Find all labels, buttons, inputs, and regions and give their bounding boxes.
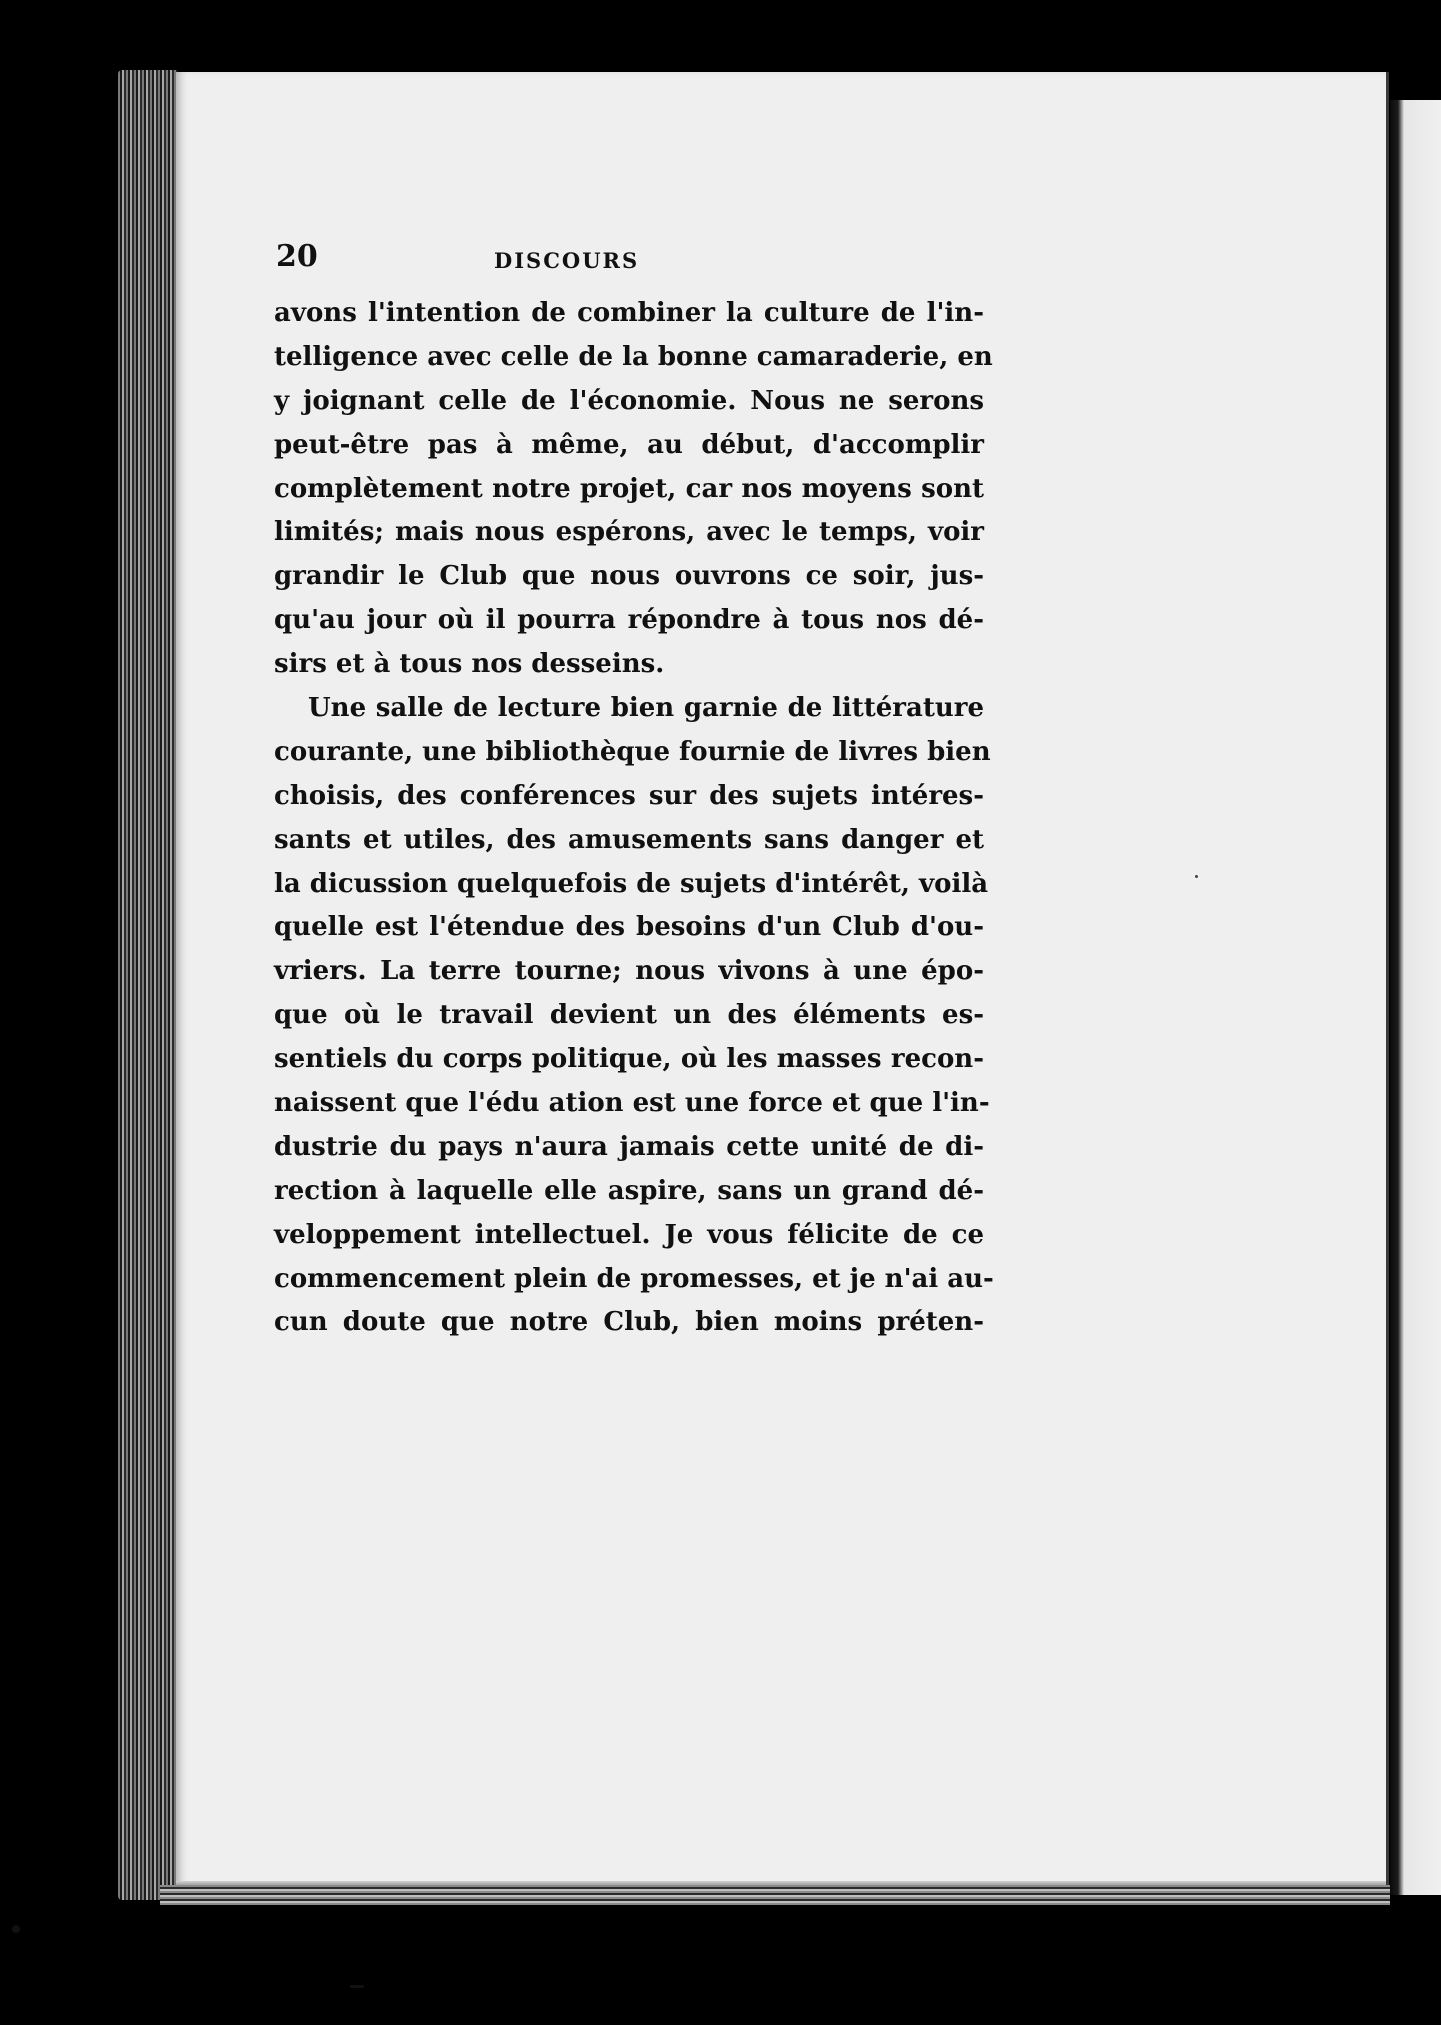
body-text [274,292,994,1345]
dust-speck [12,1925,20,1933]
paragraph-1 [274,292,993,687]
text-line: courante, une bibliothèque fournie de livres bien [274,736,991,767]
text-line: la dicussion quelquefois de sujets d'intérêt, voilà [274,868,989,899]
text-line: rection à laquelle elle aspire, sans un grand dé- [274,1175,984,1206]
text-line: y joignant celle de l'économie. Nous ne serons [274,385,984,416]
text-line: Une salle de lecture bien garnie de littérature [308,693,984,724]
text-line: commencement plein de promesses, et je n'ai au- [274,1263,994,1294]
book-page-edges [118,70,178,1900]
dust-speck [350,1985,364,1988]
text-line: sentiels du corps politique, où les masses recon- [274,1044,984,1075]
dust-speck [1195,875,1198,878]
text-line: quelle est l'étendue des besoins d'un Club d'ou- [274,912,984,943]
text-line: sirs et à tous nos desseins. [274,649,665,680]
text-line: vriers. La terre tourne; nous vivons à une épo- [274,956,984,987]
page-number: 20 [276,239,318,274]
text-line: naissent que l'édu ation est une force et que l'in- [274,1088,990,1119]
text-line: choisis, des conférences sur des sujets intéres- [274,780,984,811]
running-head: DISCOURS [494,248,640,273]
text-line: que où le travail devient un des éléments es- [274,1000,984,1031]
text-line: complètement notre projet, car nos moyens sont [274,473,984,504]
book-bottom-edges [160,1885,1390,1905]
text-line: telligence avec celle de la bonne camaraderie, en [274,341,993,372]
text-line: peut-être pas à même, au début, d'accomplir [274,429,984,460]
text-line: qu'au jour où il pourra répondre à tous nos dé- [274,605,984,636]
text-line: grandir le Club que nous ouvrons ce soir, jus- [274,561,984,592]
text-line: cun doute que notre Club, bien moins préten- [274,1307,984,1338]
text-line: dustrie du pays n'aura jamais cette unité de di- [274,1131,984,1162]
paragraph-2 [274,687,994,1345]
text-line: avons l'intention de combiner la culture de l'in- [274,298,984,328]
text-line: veloppement intellectuel. Je vous félicite de ce [274,1219,984,1250]
text-line: sants et utiles, des amusements sans danger et [274,824,984,855]
text-line: limités; mais nous espérons, avec le temps, voir [274,517,984,548]
facing-page-edge [1390,100,1441,1895]
page-header [276,235,1176,279]
